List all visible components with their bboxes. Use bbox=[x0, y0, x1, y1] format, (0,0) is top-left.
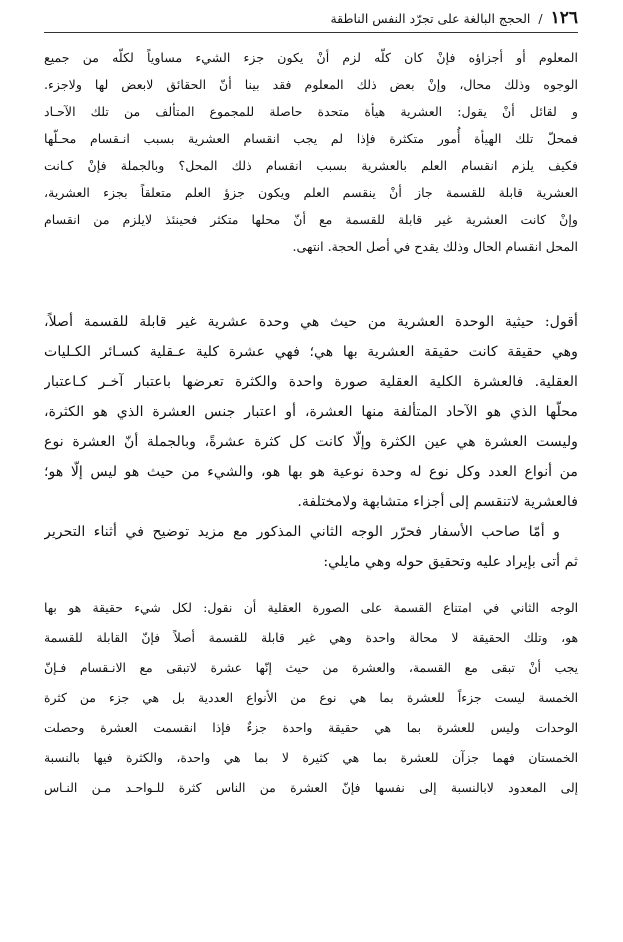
main-line: العقلية. فالعشرة الكلية العقلية صورة واحدة والكثرة تعرضها باعتبار آخـر كـاعتبار bbox=[44, 374, 578, 390]
page-header bbox=[44, 6, 578, 30]
main-text bbox=[44, 307, 578, 577]
header-rule bbox=[44, 32, 578, 33]
main-line: وليست العشرة هي عين الكثرة وإلّا كانت كل كثرة عشرةً، وبالجملة أنّ العشرة نوع bbox=[44, 434, 578, 450]
quote-line: المعلوم أو أجزاؤه فإنْ كان كلّه لزم أنْ يكون جزء الشيء مساوياً لكلّه من جميع bbox=[44, 50, 578, 65]
main-line: من أنواع العدد وكل نوع له وحدة نوعية هو بها هو، والشيء من حيث هو ليس إلّا هو؛ bbox=[44, 464, 578, 480]
quote-line: الوجوه وذلك محال، وإنْ بعض ذلك المعلوم فقد بينا أنّ الحقائق لابعض لها ولاجزء. bbox=[44, 77, 578, 92]
quoted-passage-2 bbox=[44, 593, 578, 803]
header-separator: / bbox=[538, 11, 543, 26]
quote2-line: إلى المعدود لابالنسبة إلى نفسها فإنّ العشرة من الناس كثرة للـواحـد مـن النـاس bbox=[44, 781, 578, 795]
running-title: الحجج البالغة على تجرّد النفس الناطقة bbox=[330, 11, 531, 26]
page-number: ١٢٦ bbox=[550, 8, 578, 28]
main-line: محلّها الذي هو الآحاد المتألفة منها العشرة، أو اعتبار جنس العشرة الذي هو الكثرة، bbox=[44, 404, 578, 420]
main-line: فالعشرية لاتنقسم إلى أجزاء متشابهة ولامختلفة. bbox=[297, 494, 578, 510]
quote-line: العشرية قابلة للقسمة جاز أنْ ينقسم العلم ويكون جزؤ العلم متعلقاً بجزء العشرية، bbox=[44, 185, 578, 200]
quote-line: وإنْ كانت العشرية غير قابلة للقسمة مع أنّ محلها متكثر فحينئذ لايلزم من انقسام bbox=[44, 212, 578, 227]
main-line: وهي حقيقة كانت حقيقة العشرية بها هي؛ فهي عشرة كلية عـقلية كسـائر الكـليات bbox=[44, 344, 578, 360]
quote-line: فمحلّ تلك الهيأة أُمور متكثرة فإذا لم يجب انقسام العشرية بسبب انـقسام محـلّها bbox=[44, 131, 578, 146]
quote-line: و لقائل أنْ يقول: العشرية هيأة متحدة حاصلة للمجموع المتألف من تلك الآحـاد bbox=[44, 104, 578, 119]
main-line: ثم أتى بإيراد عليه وتحقيق حوله وهي مايلي: bbox=[323, 554, 578, 570]
quote2-line: الوجه الثاني في امتناع القسمة على الصورة العقلية أن نقول: لكل شيء حقيقة هو بها bbox=[44, 601, 578, 615]
quoted-passage bbox=[44, 44, 578, 260]
quote-line: المحل انقسام الحال وذلك يقدح في أصل الحجة. انتهى. bbox=[292, 239, 578, 254]
quote2-line: الوحدات وليس للعشرة بما هي حقيقة واحدة جزءٌ فإذا انقسمت العشرة وحصلت bbox=[44, 721, 578, 735]
quote2-line: الخمسة ليست جزءاً للعشرة بما هي نوع من الأنواع العددية بل هي جزء من كثرة bbox=[44, 691, 578, 705]
main-line: و أمّا صاحب الأسفار فحرّر الوجه الثاني المذكور مع مزيد توضيح في أثناء التحرير bbox=[44, 524, 560, 540]
main-line: أقول: حيثية الوحدة العشرية من حيث هي وحدة عشرية غير قابلة للقسمة أصلاً، bbox=[44, 314, 578, 330]
quote2-line: الخمستان فهما جزآن للعشرة بما هي كثيرة لا بما هي واحدة، والكثرة فيها بالنسبة bbox=[44, 751, 578, 765]
quote2-line: هو، وتلك الحقيقة لا محالة واحدة وهي غير قابلة للقسمة أصلاً فإنّ القابلة للقسمة bbox=[44, 631, 578, 645]
quote-line: فكيف يلزم انقسام العلم بالعشرية بسبب انقسام ذلك المحل؟ وبالجملة فإنْ كـانت bbox=[44, 158, 578, 173]
quote2-line: يجب أنْ تبقى مع القسمة، والعشرة من حيث إنّها عشرة لاتبقى مع الانـقسام فـإنّ bbox=[44, 661, 578, 675]
